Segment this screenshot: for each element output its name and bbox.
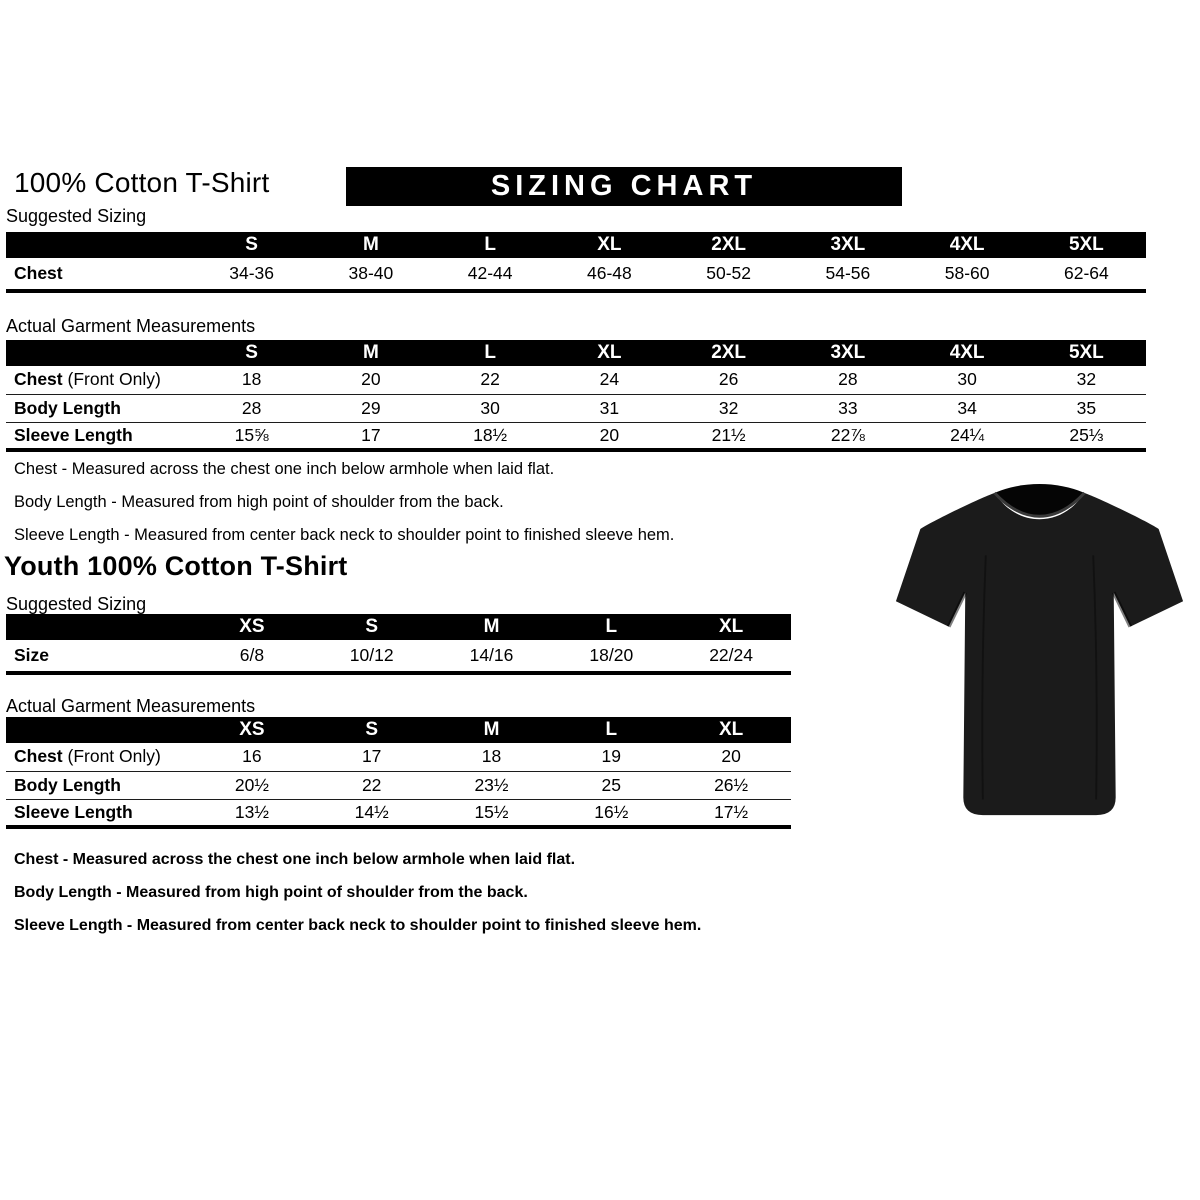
size-header-cell: L: [551, 717, 671, 743]
value-cell: 15⅝: [192, 422, 311, 450]
row-label-cell: Size: [6, 640, 192, 673]
value-cell: 25⅓: [1027, 422, 1146, 450]
youth-actual-label: Actual Garment Measurements: [6, 696, 256, 716]
adult-actual-label: Actual Garment Measurements: [6, 316, 256, 336]
value-cell: 22: [431, 366, 550, 394]
value-cell: 13½: [192, 799, 312, 827]
adult-actual-table: [6, 340, 1146, 452]
table-header-row: [6, 232, 1146, 258]
row-label: Chest: [14, 746, 63, 767]
size-header-cell: XL: [550, 340, 669, 366]
value-cell: 34: [908, 394, 1027, 422]
value-cell: 38-40: [311, 258, 430, 291]
value-cell: 20: [550, 422, 669, 450]
adult-suggested-label: Suggested Sizing: [6, 206, 147, 226]
value-cell: 34-36: [192, 258, 311, 291]
value-cell: 28: [788, 366, 907, 394]
adult-measurement-notes: [14, 458, 844, 557]
value-cell: 14½: [312, 799, 432, 827]
table-row: [6, 258, 1146, 291]
note-body-length: Body Length - Measured from high point of shoulder from the back.: [14, 493, 504, 511]
size-header-cell: 4XL: [908, 232, 1027, 258]
size-header-cell: S: [192, 340, 311, 366]
table-row: [6, 743, 791, 771]
note-body-length: Body Length - Measured from high point of shoulder from the back.: [14, 884, 528, 901]
value-cell: 42-44: [431, 258, 550, 291]
value-cell: 17: [312, 743, 432, 771]
value-cell: 20: [671, 743, 791, 771]
value-cell: 54-56: [788, 258, 907, 291]
row-label-suffix: (Front Only): [62, 369, 161, 390]
header-spacer-cell: [6, 232, 192, 258]
value-cell: 58-60: [908, 258, 1027, 291]
size-header-cell: S: [312, 614, 432, 640]
value-cell: 26: [669, 366, 788, 394]
size-header-cell: XS: [192, 717, 312, 743]
row-label-cell: [6, 394, 192, 422]
row-label: Body Length: [14, 397, 121, 418]
row-label: Sleeve Length: [14, 801, 133, 822]
size-header-cell: S: [312, 717, 432, 743]
size-header-cell: M: [432, 614, 552, 640]
value-cell: 15½: [432, 799, 552, 827]
header-spacer-cell: [6, 614, 192, 640]
value-cell: 20½: [192, 771, 312, 799]
size-header-cell: 5XL: [1027, 340, 1146, 366]
value-cell: 17: [311, 422, 430, 450]
size-header-cell: M: [432, 717, 552, 743]
value-cell: 30: [908, 366, 1027, 394]
row-label-cell: [6, 366, 192, 394]
value-cell: 24: [550, 366, 669, 394]
value-cell: 22⅞: [788, 422, 907, 450]
size-header-cell: L: [551, 614, 671, 640]
value-cell: 35: [1027, 394, 1146, 422]
tshirt-body: [896, 493, 1183, 815]
value-cell: 16: [192, 743, 312, 771]
table-row: [6, 366, 1146, 394]
size-header-cell: L: [431, 340, 550, 366]
size-header-cell: XL: [671, 614, 791, 640]
value-cell: 23½: [432, 771, 552, 799]
size-header-cell: XL: [671, 717, 791, 743]
header-spacer-cell: [6, 340, 192, 366]
size-header-cell: 3XL: [788, 340, 907, 366]
value-cell: 19: [551, 743, 671, 771]
row-label-cell: [6, 743, 192, 771]
value-cell: 14/16: [432, 640, 552, 673]
value-cell: 25: [551, 771, 671, 799]
size-header-cell: 2XL: [669, 232, 788, 258]
table-row: [6, 394, 1146, 422]
youth-measurement-notes: [14, 849, 844, 948]
value-cell: 17½: [671, 799, 791, 827]
table-row: [6, 771, 791, 799]
adult-suggested-table: [6, 232, 1146, 293]
row-label-suffix: (Front Only): [62, 746, 161, 767]
value-cell: 10/12: [312, 640, 432, 673]
value-cell: 28: [192, 394, 311, 422]
value-cell: 22/24: [671, 640, 791, 673]
value-cell: 18/20: [551, 640, 671, 673]
size-header-cell: M: [311, 340, 430, 366]
value-cell: 18½: [431, 422, 550, 450]
row-label-cell: [6, 422, 192, 450]
tshirt-image: [893, 477, 1186, 829]
row-label-cell: [6, 771, 192, 799]
table-header-row: [6, 717, 791, 743]
table-header-row: [6, 614, 791, 640]
note-sleeve-length: Sleeve Length - Measured from center back neck to shoulder point to finished sleeve hem.: [14, 917, 702, 934]
size-header-cell: 2XL: [669, 340, 788, 366]
row-label: Chest: [14, 369, 63, 390]
header-spacer-cell: [6, 717, 192, 743]
size-header-cell: 4XL: [908, 340, 1027, 366]
table-header-row: [6, 340, 1146, 366]
row-label: Sleeve Length: [14, 424, 133, 445]
value-cell: 33: [788, 394, 907, 422]
value-cell: 18: [192, 366, 311, 394]
value-cell: 62-64: [1027, 258, 1146, 291]
value-cell: 21½: [669, 422, 788, 450]
size-header-cell: L: [431, 232, 550, 258]
size-header-cell: XS: [192, 614, 312, 640]
youth-suggested-table: [6, 614, 791, 675]
value-cell: 16½: [551, 799, 671, 827]
value-cell: 32: [669, 394, 788, 422]
note-chest: Chest - Measured across the chest one inch below armhole when laid flat.: [14, 851, 576, 868]
row-label-cell: [6, 799, 192, 827]
row-label: Body Length: [14, 774, 121, 795]
value-cell: 30: [431, 394, 550, 422]
size-header-cell: S: [192, 232, 311, 258]
table-row: [6, 799, 791, 827]
value-cell: 24¼: [908, 422, 1027, 450]
value-cell: 50-52: [669, 258, 788, 291]
size-header-cell: XL: [550, 232, 669, 258]
value-cell: 6/8: [192, 640, 312, 673]
size-header-cell: M: [311, 232, 430, 258]
note-chest: Chest - Measured across the chest one inch below armhole when laid flat.: [14, 460, 555, 478]
size-header-cell: 3XL: [788, 232, 907, 258]
size-header-cell: 5XL: [1027, 232, 1146, 258]
table-row: [6, 422, 1146, 450]
table-row: [6, 640, 791, 673]
adult-section-title: 100% Cotton T-Shirt: [14, 167, 270, 198]
value-cell: 20: [311, 366, 430, 394]
youth-section-title: Youth 100% Cotton T-Shirt: [4, 551, 348, 581]
value-cell: 29: [311, 394, 430, 422]
value-cell: 22: [312, 771, 432, 799]
row-label-cell: Chest: [6, 258, 192, 291]
value-cell: 32: [1027, 366, 1146, 394]
youth-suggested-label: Suggested Sizing: [6, 594, 147, 614]
note-sleeve-length: Sleeve Length - Measured from center back neck to shoulder point to finished sleeve hem.: [14, 526, 675, 544]
value-cell: 46-48: [550, 258, 669, 291]
value-cell: 18: [432, 743, 552, 771]
sizing-chart-banner: SIZING CHART: [346, 167, 902, 206]
value-cell: 26½: [671, 771, 791, 799]
youth-actual-table: [6, 717, 791, 829]
value-cell: 31: [550, 394, 669, 422]
